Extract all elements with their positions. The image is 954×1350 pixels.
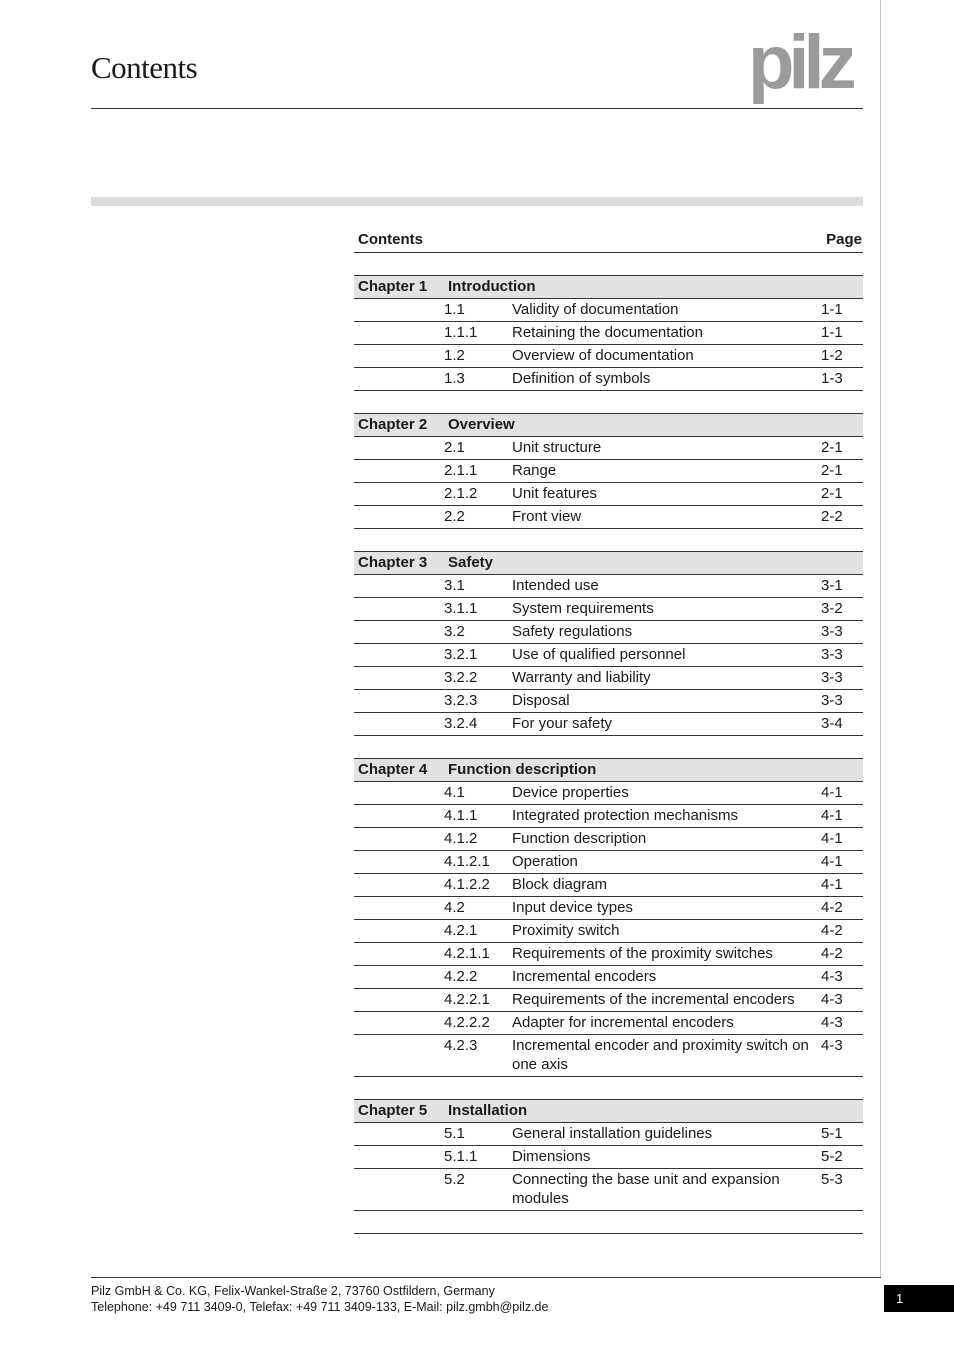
toc-entry[interactable] <box>354 368 863 391</box>
entry-indent <box>354 346 444 365</box>
toc-entry[interactable] <box>354 322 863 345</box>
entry-indent <box>354 668 444 687</box>
entry-title: Range <box>512 462 557 479</box>
entry-indent <box>354 1036 444 1074</box>
entry-number: 2.1 <box>444 439 465 456</box>
chapter-label: Chapter 2 <box>358 416 428 433</box>
pilz-logo: pilz <box>748 20 851 105</box>
entry-page: 4-3 <box>821 968 843 985</box>
entry-indent <box>354 484 444 503</box>
entry-indent <box>354 1124 444 1143</box>
footer-address: Pilz GmbH & Co. KG, Felix-Wankel-Straße 2, 73760 Ostfildern, Germany <box>91 1284 495 1298</box>
entry-number: 5.1.1 <box>444 1148 478 1165</box>
entry-title: Dimensions <box>512 1148 591 1165</box>
entry-title: General installation guidelines <box>512 1125 713 1142</box>
toc-entry[interactable] <box>354 621 863 644</box>
chapter-label: Chapter 4 <box>358 761 428 778</box>
entry-title: Disposal <box>512 692 570 709</box>
toc-entry[interactable] <box>354 345 863 368</box>
toc-end-rule <box>354 1233 863 1234</box>
chapter-label: Chapter 1 <box>358 278 428 295</box>
chapter-label: Chapter 3 <box>358 554 428 571</box>
entry-page: 4-3 <box>821 991 843 1008</box>
entry-indent <box>354 806 444 825</box>
entry-number: 4.1 <box>444 784 465 801</box>
entry-page: 4-1 <box>821 784 843 801</box>
entry-number: 4.1.2 <box>444 830 478 847</box>
toc-entry[interactable] <box>354 483 863 506</box>
entry-page: 4-1 <box>821 807 843 824</box>
toc-entry[interactable] <box>354 966 863 989</box>
entry-number: 4.2.1 <box>444 922 478 939</box>
entry-title: Incremental encoder and proximity switch on one axis <box>512 1037 809 1073</box>
toc-chapter <box>354 275 863 391</box>
toc-entry[interactable] <box>354 690 863 713</box>
right-margin-rule <box>880 0 881 1278</box>
entry-page: 3-3 <box>821 669 843 686</box>
entry-indent <box>354 576 444 595</box>
toc-entry[interactable] <box>354 874 863 897</box>
entry-title: Unit features <box>512 485 598 502</box>
table-of-contents <box>354 228 863 1234</box>
entry-indent <box>354 1147 444 1166</box>
entry-number: 3.2 <box>444 623 465 640</box>
entry-page: 2-1 <box>821 439 843 456</box>
entry-number: 4.2.1.1 <box>444 945 490 962</box>
chapter-title: Overview <box>448 416 515 433</box>
entry-number: 4.1.1 <box>444 807 478 824</box>
entry-indent <box>354 507 444 526</box>
entry-number: 4.2 <box>444 899 465 916</box>
toc-page-heading: Page <box>826 231 862 248</box>
entry-indent <box>354 852 444 871</box>
entry-number: 3.2.3 <box>444 692 478 709</box>
entry-title: Front view <box>512 508 582 525</box>
entry-page: 1-1 <box>821 324 843 341</box>
chapter-label: Chapter 5 <box>358 1102 428 1119</box>
entry-indent <box>354 599 444 618</box>
chapter-title: Function description <box>448 761 597 778</box>
entry-page: 3-3 <box>821 623 843 640</box>
entry-number: 4.2.3 <box>444 1037 478 1054</box>
entry-number: 1.3 <box>444 370 465 387</box>
entry-page: 5-1 <box>821 1125 843 1142</box>
entry-number: 2.1.2 <box>444 485 478 502</box>
entry-indent <box>354 898 444 917</box>
entry-page: 3-1 <box>821 577 843 594</box>
entry-indent <box>354 875 444 894</box>
toc-entry[interactable] <box>354 828 863 851</box>
toc-entry[interactable] <box>354 897 863 920</box>
entry-page: 1-2 <box>821 347 843 364</box>
entry-indent <box>354 438 444 457</box>
toc-chapter <box>354 758 863 1077</box>
entry-indent <box>354 691 444 710</box>
toc-entry[interactable] <box>354 1035 863 1077</box>
toc-chapters <box>354 275 863 1211</box>
entry-number: 2.1.1 <box>444 462 478 479</box>
entry-page: 4-3 <box>821 1014 843 1031</box>
entry-title: Unit structure <box>512 439 602 456</box>
footer-divider <box>91 1277 881 1278</box>
entry-title: Requirements of the proximity switches <box>512 945 773 962</box>
toc-entry[interactable] <box>354 805 863 828</box>
chapter-title: Safety <box>448 554 494 571</box>
chapter-heading-row[interactable] <box>354 759 863 782</box>
entry-title: Operation <box>512 853 578 870</box>
entry-number: 4.2.2.2 <box>444 1014 490 1031</box>
entry-page: 3-2 <box>821 600 843 617</box>
toc-entry[interactable] <box>354 506 863 529</box>
entry-number: 4.2.2.1 <box>444 991 490 1008</box>
entry-number: 3.1 <box>444 577 465 594</box>
toc-chapter <box>354 551 863 736</box>
toc-header-row <box>354 228 863 253</box>
entry-page: 3-3 <box>821 646 843 663</box>
toc-entry[interactable] <box>354 713 863 736</box>
entry-page: 4-2 <box>821 922 843 939</box>
chapter-heading-row[interactable] <box>354 552 863 575</box>
toc-entry[interactable] <box>354 943 863 966</box>
entry-page: 1-1 <box>821 301 843 318</box>
entry-title: Connecting the base unit and expansion modules <box>512 1171 780 1207</box>
entry-title: Validity of documentation <box>512 301 679 318</box>
entry-indent <box>354 967 444 986</box>
entry-title: Warranty and liability <box>512 669 651 686</box>
header-divider <box>91 108 863 109</box>
entry-page: 2-1 <box>821 485 843 502</box>
entry-title: Integrated protection mechanisms <box>512 807 738 824</box>
toc-entry[interactable] <box>354 1169 863 1211</box>
entry-title: Device properties <box>512 784 629 801</box>
entry-indent <box>354 369 444 388</box>
entry-title: System requirements <box>512 600 654 617</box>
entry-number: 5.1 <box>444 1125 465 1142</box>
entry-page: 2-1 <box>821 462 843 479</box>
toc-entry[interactable] <box>354 644 863 667</box>
toc-entry[interactable] <box>354 299 863 322</box>
chapter-title: Installation <box>448 1102 528 1119</box>
entry-title: Intended use <box>512 577 599 594</box>
entry-indent <box>354 323 444 342</box>
entry-page: 5-3 <box>821 1171 843 1188</box>
entry-indent <box>354 783 444 802</box>
entry-page: 4-2 <box>821 945 843 962</box>
footer <box>91 1283 548 1315</box>
entry-title: Block diagram <box>512 876 608 893</box>
entry-indent <box>354 300 444 319</box>
toc-contents-heading: Contents <box>358 231 423 248</box>
entry-page: 3-4 <box>821 715 843 732</box>
entry-number: 4.2.2 <box>444 968 478 985</box>
entry-title: Function description <box>512 830 647 847</box>
entry-number: 5.2 <box>444 1171 465 1188</box>
toc-entry[interactable] <box>354 782 863 805</box>
footer-contact: Telephone: +49 711 3409-0, Telefax: +49 711 3409-133, E-Mail: pilz.gmbh@pilz.de <box>91 1300 549 1314</box>
page-number: 1 <box>884 1285 954 1312</box>
entry-title: Overview of documentation <box>512 347 694 364</box>
entry-indent <box>354 990 444 1009</box>
entry-number: 2.2 <box>444 508 465 525</box>
toc-entry[interactable] <box>354 460 863 483</box>
entry-indent <box>354 1170 444 1208</box>
toc-chapter <box>354 413 863 529</box>
entry-number: 1.1.1 <box>444 324 478 341</box>
entry-page: 4-1 <box>821 830 843 847</box>
entry-number: 3.2.1 <box>444 646 478 663</box>
toc-entry[interactable] <box>354 437 863 460</box>
entry-title: Incremental encoders <box>512 968 657 985</box>
entry-title: Retaining the documentation <box>512 324 703 341</box>
toc-entry[interactable] <box>354 989 863 1012</box>
page-title: Contents <box>91 50 198 85</box>
toc-entry[interactable] <box>354 1012 863 1035</box>
entry-number: 1.2 <box>444 347 465 364</box>
entry-number: 3.1.1 <box>444 600 478 617</box>
entry-title: Requirements of the incremental encoders <box>512 991 795 1008</box>
entry-number: 1.1 <box>444 301 465 318</box>
entry-title: For your safety <box>512 715 613 732</box>
chapter-heading-row[interactable] <box>354 1100 863 1123</box>
entry-title: Safety regulations <box>512 623 633 640</box>
entry-number: 4.1.2.2 <box>444 876 490 893</box>
entry-title: Adapter for incremental encoders <box>512 1014 734 1031</box>
entry-title: Definition of symbols <box>512 370 651 387</box>
entry-number: 3.2.4 <box>444 715 478 732</box>
entry-page: 5-2 <box>821 1148 843 1165</box>
entry-page: 3-3 <box>821 692 843 709</box>
entry-indent <box>354 1013 444 1032</box>
entry-title: Proximity switch <box>512 922 620 939</box>
toc-entry[interactable] <box>354 598 863 621</box>
entry-page: 4-1 <box>821 853 843 870</box>
entry-indent <box>354 461 444 480</box>
entry-indent <box>354 645 444 664</box>
toc-entry[interactable] <box>354 1123 863 1146</box>
entry-number: 4.1.2.1 <box>444 853 490 870</box>
entry-indent <box>354 714 444 733</box>
entry-indent <box>354 622 444 641</box>
entry-page: 2-2 <box>821 508 843 525</box>
entry-title: Use of qualified personnel <box>512 646 686 663</box>
chapter-title: Introduction <box>448 278 536 295</box>
entry-number: 3.2.2 <box>444 669 478 686</box>
entry-page: 4-1 <box>821 876 843 893</box>
chapter-heading-row[interactable] <box>354 276 863 299</box>
toc-entry[interactable] <box>354 667 863 690</box>
entry-indent <box>354 944 444 963</box>
toc-entry[interactable] <box>354 851 863 874</box>
chapter-heading-row[interactable] <box>354 414 863 437</box>
entry-indent <box>354 921 444 940</box>
entry-indent <box>354 829 444 848</box>
entry-page: 4-2 <box>821 899 843 916</box>
entry-page: 1-3 <box>821 370 843 387</box>
section-band <box>91 197 863 206</box>
toc-entry[interactable] <box>354 1146 863 1169</box>
entry-page: 4-3 <box>821 1037 843 1054</box>
entry-title: Input device types <box>512 899 633 916</box>
toc-chapter <box>354 1099 863 1211</box>
toc-entry[interactable] <box>354 575 863 598</box>
toc-entry[interactable] <box>354 920 863 943</box>
